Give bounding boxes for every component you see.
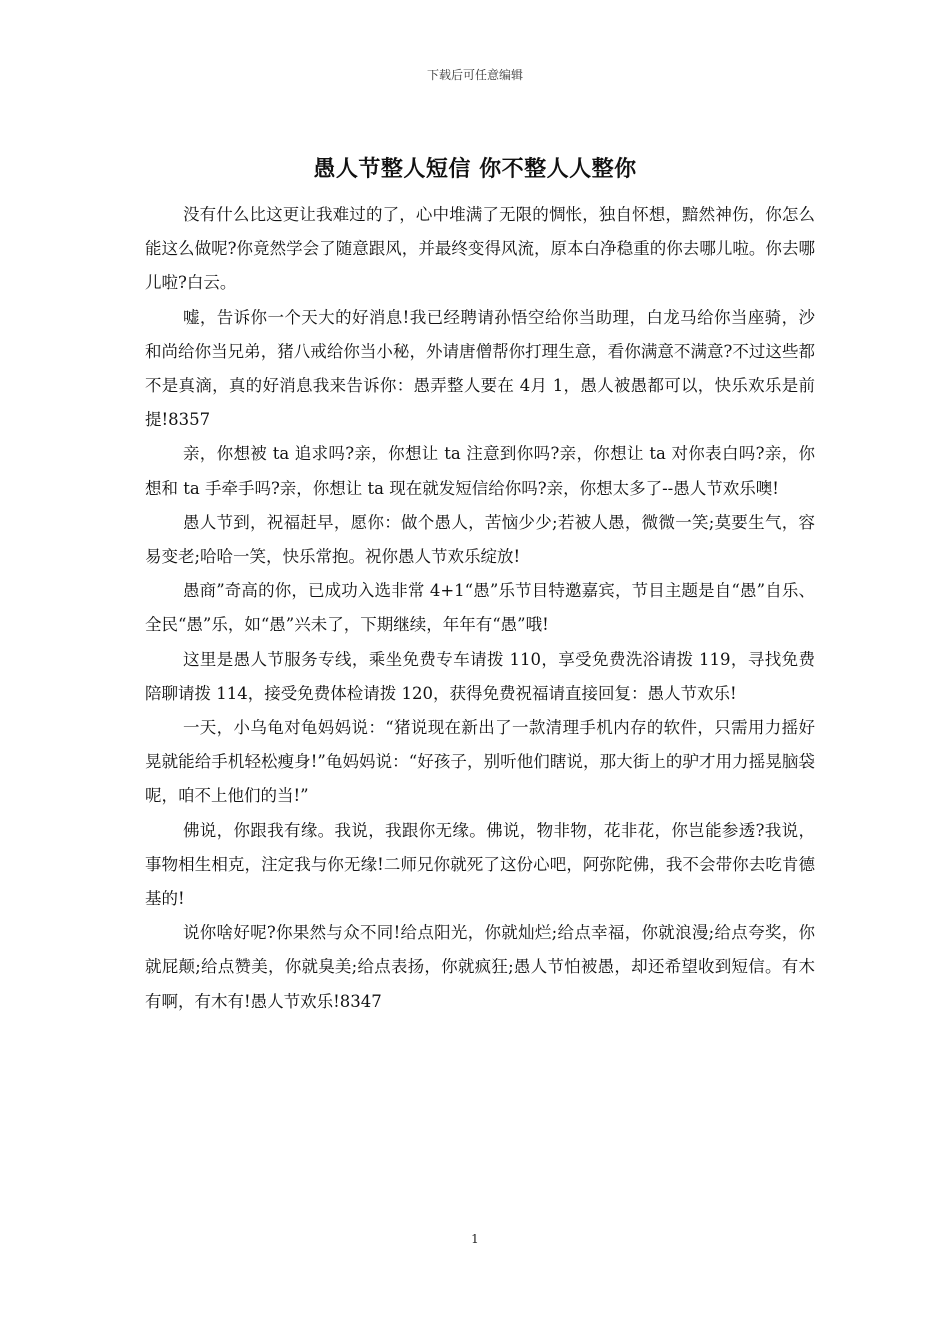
paragraph: 没有什么比这更让我难过的了，心中堆满了无限的惆怅，独自怀想，黯然神伤，你怎么能这么做呢?你竟然学会了随意跟风，并最终变得风流，原本白净稳重的你去哪儿啦。你去哪儿啦?白云。 <box>145 205 815 293</box>
paragraph: 愚商”奇高的你，已成功入选非常 4+1“愚”乐节目特邀嘉宾，节目主题是自“愚”自乐、全民“愚”乐，如“愚”兴未了，下期继续，年年有“愚”哦! <box>145 581 815 635</box>
paragraph: 佛说，你跟我有缘。我说，我跟你无缘。佛说，物非物，花非花，你岂能参透?我说，事物相生相克，注定我与你无缘!二师兄你就死了这份心吧，阿弥陀佛，我不会带你去吃肯德基的! <box>145 820 815 909</box>
document-body <box>145 198 815 1019</box>
header-note: 下载后可任意编辑 <box>426 68 523 82</box>
paragraph: 这里是愚人节服务专线，乘坐免费专车请拨 110，享受免费洗浴请拨 119，寻找免费陪聊请拨 114，接受免费体检请拨 120，获得免费祝福请直接回复：愚人节欢乐! <box>145 649 815 703</box>
page-number: 1 <box>471 1232 479 1246</box>
paragraph: 愚人节到，祝福赶早，愿你：做个愚人，苦恼少少;若被人愚，微微一笑;莫要生气，容易变老;哈哈一笑，快乐常抱。祝你愚人节欢乐绽放! <box>145 512 815 567</box>
document-title: 愚人节整人短信 你不整人人整你 <box>313 156 637 182</box>
paragraph: 一天，小乌龟对龟妈妈说：“猪说现在新出了一款清理手机内存的软件，只需用力摇好晃就能给手机轻松瘦身!”龟妈妈说：“好孩子，别听他们瞎说，那大街上的驴才用力摇晃脑袋呢，咱不上他们的当!” <box>145 718 815 806</box>
paragraph: 亲，你想被 ta 追求吗?亲，你想让 ta 注意到你吗?亲，你想让 ta 对你表白吗?亲，你想和 ta 手牵手吗?亲，你想让 ta 现在就发短信给你吗?亲，你想太多了--愚人节欢乐噢! <box>145 444 815 498</box>
paragraph: 嘘，告诉你一个天大的好消息!我已经聘请孙悟空给你当助理，白龙马给你当座骑，沙和尚给你当兄弟，猪八戒给你当小秘，外请唐僧帮你打理生意，看你满意不满意?不过这些都不是真滴，真的好消息我来告诉你：愚弄整人要在 4月 1，愚人被愚都可以，快乐欢乐是前提!8357 <box>145 307 815 430</box>
paragraph: 说你啥好呢?你果然与众不同!给点阳光，你就灿烂;给点幸福，你就浪漫;给点夸奖，你就屁颠;给点赞美，你就臭美;给点表扬，你就疯狂;愚人节怕被愚，却还希望收到短信。有木有啊，有木有!愚人节欢乐!8347 <box>145 923 815 1011</box>
